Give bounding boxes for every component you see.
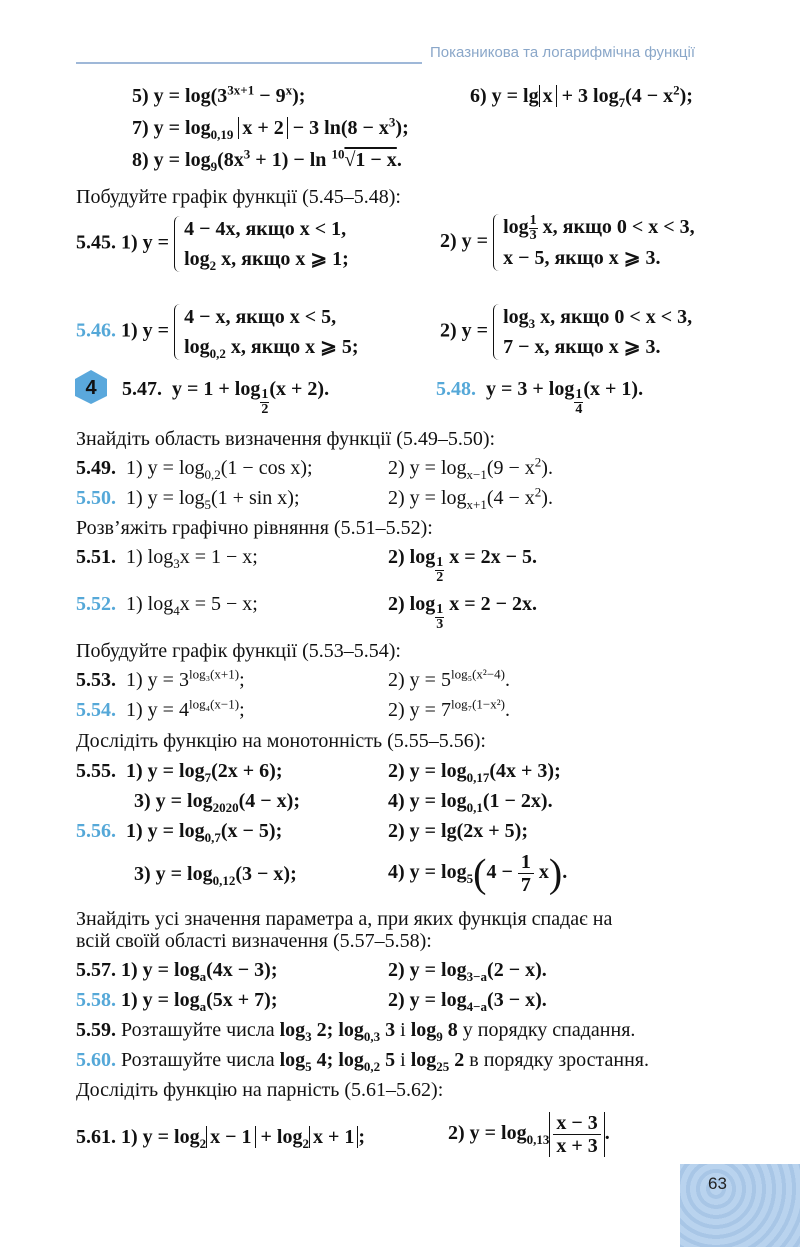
header-title: Показникова та логарифмічна функції xyxy=(430,44,695,61)
task-5-45: 5.45. 1) y = 4 − 4x, якщо x < 1, $\log_2 x$, якщо x ⩾ 1; xyxy=(76,218,349,273)
task-5-58-2: 2) $y = \log_{4-a}(3 - x)$. xyxy=(388,989,547,1014)
section-heading-monotonicity: Дослідіть функцію на монотонність (5.55–5.56): xyxy=(76,730,486,752)
task-5-45-2: 2) y = log $\frac{1}{3}$ x, якщо 0 < x < 3, x − 5, якщо x ⩾ 3. xyxy=(440,212,695,269)
task-5-56-4: 4) $y = \log_5(4$ − $\frac{1}{7}$ x). xyxy=(388,850,568,896)
task-5-55: 5.55. 1) $y = \log_7(2x + 6)$; xyxy=(76,760,283,785)
task-5-52: 5.52. 1) $\log_4x = 5 - x$; xyxy=(76,593,258,618)
page-number: 63 xyxy=(708,1174,727,1193)
task-5-51-2: 2) log $\frac{1}{2}$ x = 2x − 5. xyxy=(388,546,538,585)
task-5-50: 5.50. 1) $y = \log_5(1 + \sin x)$; xyxy=(76,487,300,512)
section-heading-equations: Розв’яжіть графічно рівняння (5.51–5.52): xyxy=(76,517,433,539)
task-5-56-2: 2) y = lg(2x + 5); xyxy=(388,820,528,842)
task-5-44-6: 6) y = lg x + 3 $\log_7(4 - x^2)$; xyxy=(470,82,693,110)
task-5-54-2: 2) $y = 7^{log_7(1-x^2)}$. xyxy=(388,696,510,721)
task-5-52-2: 2) log $\frac{1}{3}$ x = 2 − 2x. xyxy=(388,593,538,632)
task-5-44-5: 5) $y = \log(3^{3x+1} - 9^x)$; xyxy=(132,82,306,107)
task-5-56-3: 3) $y = \log_{0,12}(3 - x)$; xyxy=(134,863,297,888)
task-5-44-8: 8) $y = \log_9(8x^3 + 1) - \ln ^{10}√1 - x$. xyxy=(132,146,402,174)
task-5-49: 5.49. 1) $y = \log_{0,2}(1 - \cos x)$; xyxy=(76,457,313,482)
section-heading-graphs-2: Побудуйте графік функції (5.53–5.54): xyxy=(76,640,401,662)
task-5-55-2: 2) $y = \log_{0,17}(4x + 3)$; xyxy=(388,760,561,785)
task-5-61-2: 2) $y = \log_{0,13}$ $\frac{x - 3}{x + 3}$ . xyxy=(448,1111,610,1157)
task-5-58: 5.58. 1) $y = \log_a(5x + 7)$; xyxy=(76,989,278,1014)
task-5-46-2: 2) y = $\log_3 x$, якщо 0 < x < 3, 7 − x, якщо x ⩾ 3. xyxy=(440,306,693,358)
task-5-51: 5.51. 1) $\log_3x = 1 - x$; xyxy=(76,546,258,571)
task-5-53: 5.53. 1) $y = 3^{log_3(x+1)}$; xyxy=(76,666,245,691)
task-5-48: 5.48. y = 3 + log $\frac{1}{4}$ (x + 1). xyxy=(436,378,644,417)
task-5-46: 5.46. 1) y = 4 − x, якщо x < 5, $\log_{0,2} x$, якщо x ⩾ 5; xyxy=(76,306,359,361)
task-5-60: 5.60. Розташуйте числа $\log_5 4$; $\log_{0,2} 5$ і $\log_{25} 2$ в порядку зростання. xyxy=(76,1049,649,1074)
section-heading-domain: Знайдіть область визначення функції (5.49–5.50): xyxy=(76,428,496,450)
section-heading-parity: Дослідіть функцію на парність (5.61–5.62): xyxy=(76,1079,444,1101)
task-5-50-2: 2) $y = \log_{x+1}(4 - x^2)$. xyxy=(388,484,553,512)
section-heading-parameter: Знайдіть усі значення параметра a, при яких функція спадає на xyxy=(76,908,613,930)
section-heading-graphs: Побудуйте графік функції (5.45–5.48): xyxy=(76,186,401,208)
task-5-55-3: 3) $y = \log_{2020}(4 - x)$; xyxy=(134,790,301,815)
task-5-56: 5.56. 1) $y = \log_{0,7}(x - 5)$; xyxy=(76,820,283,845)
page-corner-decoration xyxy=(680,1164,800,1247)
task-5-47: 5.47. y = 1 + log $\frac{1}{2}$ (x + 2). xyxy=(122,378,330,417)
difficulty-level-badge xyxy=(74,369,108,405)
task-5-57: 5.57. 1) $y = \log_a(4x - 3)$; xyxy=(76,959,278,984)
task-5-49-2: 2) $y = \log_{x-1}(9 - x^2)$. xyxy=(388,454,553,482)
task-5-44-7: 7) $y = \log_{0,19} x + 2 - 3$ $\ln(8 - x^3)$; xyxy=(132,114,409,142)
task-5-61: 5.61. 1) $y = \log_2 x - 1 + \log_2 x + 1$ ; xyxy=(76,1126,366,1151)
task-5-55-4: 4) $y = \log_{0,1}(1 - 2x)$. xyxy=(388,790,553,815)
header-rule xyxy=(76,62,422,64)
task-5-53-2: 2) $y = 5^{log_5(x^2-4)}$. xyxy=(388,666,510,691)
level-badge-number: 4 xyxy=(85,377,97,399)
task-5-57-2: 2) $y = \log_{3-a}(2 - x)$. xyxy=(388,959,547,984)
section-heading-parameter-2: всій своїй області визначення (5.57–5.58): xyxy=(76,930,432,952)
task-5-59: 5.59. Розташуйте числа $\log_3 2$; $\log_{0,3} 3$ і $\log_9 8$ у порядку спадання. xyxy=(76,1019,636,1044)
task-5-54: 5.54. 1) $y = 4^{log_4(x-1)}$; xyxy=(76,696,245,721)
